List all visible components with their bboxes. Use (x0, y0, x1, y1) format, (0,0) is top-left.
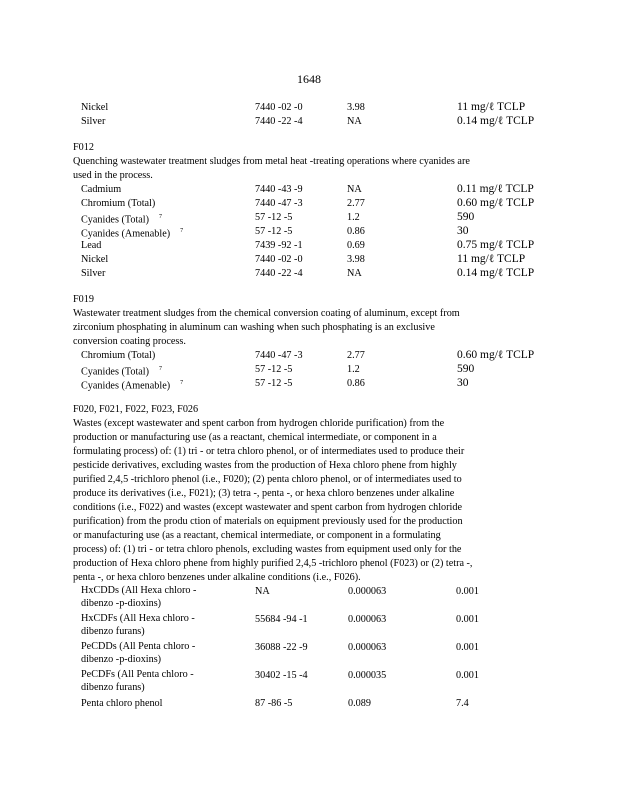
constituent-name-cont: dibenzo furans) (81, 681, 145, 693)
waste-description-line: pesticide derivatives, excluding wastes from the production of Hexa chloro phene from highly (73, 460, 457, 471)
waste-code: F020, F021, F022, F023, F026 (73, 404, 199, 415)
nonwastewater-standard: 0.60 mg/ℓ TCLP (457, 197, 535, 209)
table-row (73, 349, 543, 363)
nonwastewater-standard: 0.001 (456, 586, 479, 597)
wastewater-standard: 0.86 (347, 226, 365, 237)
cas-number: 57 -12 -5 (255, 364, 293, 375)
nonwastewater-standard: 30 (457, 377, 469, 389)
constituent-name: Chromium (Total) (81, 198, 156, 209)
cas-number: 7440 -47 -3 (255, 350, 303, 361)
waste-code: F012 (73, 142, 94, 153)
cas-number: 57 -12 -5 (255, 226, 293, 237)
constituent-name-cont: dibenzo furans) (81, 625, 145, 637)
nonwastewater-standard: 0.60 mg/ℓ TCLP (457, 349, 535, 361)
nonwastewater-standard: 0.001 (456, 614, 479, 625)
section-f020-f026 (73, 403, 543, 711)
page-number: 1648 (297, 72, 321, 86)
table-row (73, 641, 543, 669)
footnote-marker: 7 (159, 366, 163, 372)
wastewater-standard: NA (347, 268, 362, 279)
nonwastewater-standard: 11 mg/ℓ TCLP (457, 253, 526, 265)
constituent-name: HxCDFs (All Hexa chloro - (81, 613, 195, 624)
table-row (73, 115, 543, 129)
waste-description-line: Wastewater treatment sludges from the chemical conversion coating of aluminum, except from (73, 308, 460, 319)
waste-description-line: conditions (i.e., F022) and wastes (except wastewater and spent carbon from hydrogen chloride (73, 502, 462, 513)
nonwastewater-standard: 0.001 (456, 642, 479, 653)
nonwastewater-standard: 0.001 (456, 670, 479, 681)
waste-description-line: Wastes (except wastewater and spent carbon from hydrogen chloride purification) from the (73, 418, 445, 429)
constituent-name: Silver (81, 116, 106, 127)
constituent-name: Cyanides (Total) (81, 366, 150, 378)
cas-number: 7440 -43 -9 (255, 184, 303, 195)
table-row (73, 101, 543, 115)
section-f012 (73, 141, 543, 281)
wastewater-standard: 3.98 (347, 254, 365, 265)
table-row (73, 585, 543, 613)
table-row (73, 197, 543, 211)
wastewater-standard: 3.98 (347, 102, 365, 113)
wastewater-standard: 1.2 (347, 364, 360, 375)
wastewater-standard: 0.089 (348, 698, 371, 709)
constituent-name: Cyanides (Total) (81, 214, 150, 226)
nonwastewater-standard: 0.75 mg/ℓ TCLP (457, 239, 535, 251)
table-row (73, 377, 543, 391)
cas-number: 87 -86 -5 (255, 698, 293, 709)
waste-description-line: production of Hexa chloro phene from highly purified 2,4,5 -trichloro phenol (F023) or (2) tetra -, (73, 558, 473, 569)
nonwastewater-standard: 7.4 (456, 698, 469, 709)
constituent-name: Nickel (81, 254, 109, 265)
waste-description-line: Quenching wastewater treatment sludges from metal heat -treating operations where cyanides are (73, 156, 470, 167)
constituent-name: HxCDDs (All Hexa chloro - (81, 585, 197, 596)
section-f019 (73, 293, 543, 391)
wastewater-standard: 0.000063 (348, 586, 387, 597)
cas-number: 7439 -92 -1 (255, 240, 303, 251)
waste-description-line: or manufacturing use (as a reactant, chemical intermediate, or component in a formulating (73, 530, 441, 541)
table-row (73, 225, 543, 239)
cas-number: 57 -12 -5 (255, 212, 293, 223)
wastewater-standard: NA (347, 184, 362, 195)
wastewater-standard: 0.000035 (348, 670, 387, 681)
nonwastewater-standard: 590 (457, 211, 475, 223)
cas-number: 7440 -02 -0 (255, 102, 303, 113)
waste-description-line: produce its derivatives (i.e., F021); (3) tetra -, penta -, or hexa chloro benzenes under alkaline (73, 488, 455, 499)
nonwastewater-standard: 0.14 mg/ℓ TCLP (457, 115, 535, 127)
footnote-marker: 7 (159, 214, 163, 220)
constituent-name: Nickel (81, 102, 109, 113)
table-row (73, 183, 543, 197)
table-row (73, 267, 543, 281)
waste-description-line: process) of: (1) tri - or tetra chloro phenols, excluding wastes from equipment used only for the (73, 544, 462, 555)
constituent-name: Lead (81, 240, 102, 251)
waste-description-line: purification) from the produ ction of materials on equipment previously used for the production (73, 516, 463, 527)
constituent-name: PeCDDs (All Penta chloro - (81, 641, 196, 652)
waste-description-line: used in the process. (73, 170, 153, 181)
wastewater-standard: NA (347, 116, 362, 127)
cas-number: 7440 -47 -3 (255, 198, 303, 209)
wastewater-standard: 0.000063 (348, 642, 387, 653)
footnote-marker: 7 (180, 380, 184, 386)
table-row (73, 239, 543, 253)
waste-description-line: penta -, or hexa chloro benzenes under alkaline conditions (i.e., F026). (73, 572, 361, 583)
waste-description-line: production or manufacturing use (as a reactant, chemical intermediate, or component in a (73, 432, 437, 443)
top-rows (73, 101, 543, 129)
constituent-name: Penta chloro phenol (81, 698, 163, 709)
nonwastewater-standard: 11 mg/ℓ TCLP (457, 101, 526, 113)
wastewater-standard: 0.86 (347, 378, 365, 389)
constituent-name: Cyanides (Amenable) (81, 228, 171, 240)
constituent-name-cont: dibenzo -p-dioxins) (81, 597, 162, 609)
cas-number: NA (255, 586, 270, 597)
cas-number: 57 -12 -5 (255, 378, 293, 389)
wastewater-standard: 2.77 (347, 350, 365, 361)
cas-number: 7440 -22 -4 (255, 268, 303, 279)
table-row (73, 613, 543, 641)
constituent-name: Silver (81, 268, 106, 279)
table-row (73, 669, 543, 697)
wastewater-standard: 0.69 (347, 240, 365, 251)
nonwastewater-standard: 0.14 mg/ℓ TCLP (457, 267, 535, 279)
constituent-name: Cadmium (81, 184, 122, 195)
table-row (73, 697, 543, 711)
wastewater-standard: 0.000063 (348, 614, 387, 625)
nonwastewater-standard: 590 (457, 363, 475, 375)
table-row (73, 211, 543, 225)
constituent-name-cont: dibenzo -p-dioxins) (81, 653, 162, 665)
footnote-marker: 7 (180, 228, 184, 234)
cas-number: 36088 -22 -9 (255, 642, 308, 653)
table-row (73, 363, 543, 377)
waste-description-line: conversion coating process. (73, 336, 186, 347)
constituent-name: Chromium (Total) (81, 350, 156, 361)
waste-description-line: purified 2,4,5 -trichloro phenol (i.e., F020); (2) penta chloro phenol, or of intermediates used to (73, 474, 462, 485)
table-row (73, 253, 543, 267)
cas-number: 55684 -94 -1 (255, 614, 308, 625)
waste-code: F019 (73, 294, 94, 305)
waste-description-line: formulating process) of: (1) tri - or tetra chloro phenol, or of intermediates used to produce their (73, 446, 465, 457)
cas-number: 7440 -02 -0 (255, 254, 303, 265)
constituent-name: Cyanides (Amenable) (81, 380, 171, 392)
nonwastewater-standard: 30 (457, 225, 469, 237)
constituent-name: PeCDFs (All Penta chloro - (81, 669, 194, 680)
cas-number: 30402 -15 -4 (255, 670, 308, 681)
nonwastewater-standard: 0.11 mg/ℓ TCLP (457, 183, 534, 195)
cas-number: 7440 -22 -4 (255, 116, 303, 127)
waste-description-line: zirconium phosphating in aluminum can washing when such phosphating is an exclusive (73, 322, 435, 333)
wastewater-standard: 2.77 (347, 198, 365, 209)
wastewater-standard: 1.2 (347, 212, 360, 223)
